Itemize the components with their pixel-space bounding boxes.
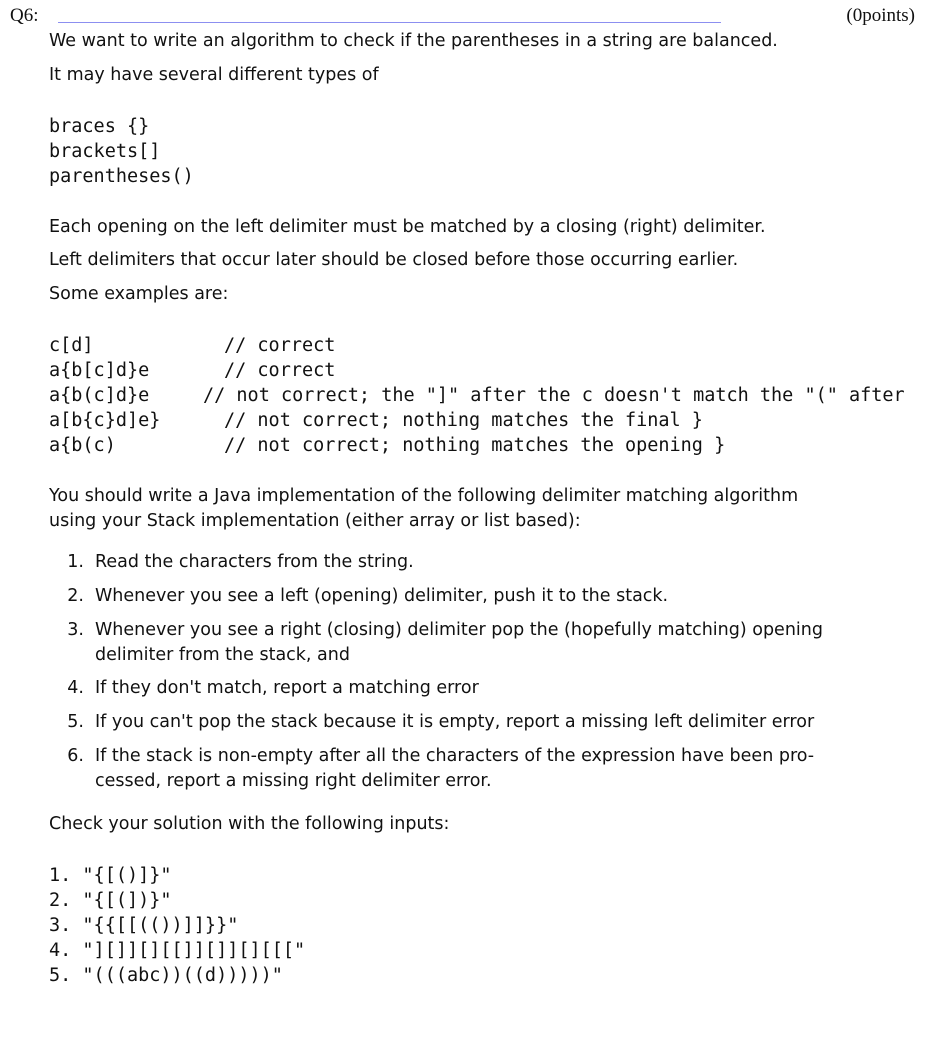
delimiter-type-braces: braces {} xyxy=(49,116,150,137)
test-input: 4. "][]][][[]][]][][[[" xyxy=(49,940,306,961)
example-comment: // not correct; nothing matches the final } xyxy=(224,410,703,431)
step-text: If you can't pop the stack because it is empty, report a missing left delimiter error xyxy=(95,712,815,732)
test-input: 5. "(((abc))((d)))))" xyxy=(49,965,283,986)
example-row xyxy=(49,408,703,433)
step-number: 3. xyxy=(67,620,84,640)
answer-line xyxy=(58,22,721,23)
rule-line-1: Each opening on the left delimiter must be matched by a closing (right) delimiter. xyxy=(49,217,766,237)
example-comment: // correct xyxy=(224,335,336,356)
example-code: a{b(c]d}e xyxy=(49,385,150,406)
step-number: 4. xyxy=(67,678,84,698)
question-header xyxy=(10,5,925,29)
step-number: 2. xyxy=(67,586,84,606)
intro-line-2: It may have several different types of xyxy=(49,65,379,85)
check-line: Check your solution with the following inputs: xyxy=(49,814,450,834)
example-code: a[b{c}d]e} xyxy=(49,410,161,431)
question-label: Q6: xyxy=(10,5,39,26)
example-code: a{b[c]d}e xyxy=(49,360,150,381)
example-row xyxy=(49,333,336,358)
step-number: 1. xyxy=(67,552,84,572)
step-text: Read the characters from the string. xyxy=(95,552,414,572)
step-text: If the stack is non-empty after all the characters of the expression have been pro-cessed, report a missing right delimiter error. xyxy=(95,746,815,791)
test-input: 3. "{{[[(())]]}}" xyxy=(49,915,239,936)
delimiter-type-brackets: brackets[] xyxy=(49,141,161,162)
step-text: Whenever you see a right (closing) delimiter pop the (hopefully matching) opening delimiter from the stack, and xyxy=(95,620,823,665)
step-number: 6. xyxy=(67,746,84,766)
intro-line-1: We want to write an algorithm to check if the parentheses in a string are balanced. xyxy=(49,31,778,51)
example-code: c[d] xyxy=(49,335,94,356)
task-line-1: You should write a Java implementation of the following delimiter matching algorithm xyxy=(49,486,799,506)
example-row xyxy=(49,383,905,408)
step-number: 5. xyxy=(67,712,84,732)
example-row xyxy=(49,433,726,458)
example-comment: // not correct; the "]" after the c doesn't match the "(" after xyxy=(203,385,905,406)
example-code: a{b(c) xyxy=(49,435,116,456)
test-input: 1. "{[()]}" xyxy=(49,865,172,886)
example-comment: // not correct; nothing matches the opening } xyxy=(224,435,726,456)
step-text: Whenever you see a left (opening) delimiter, push it to the stack. xyxy=(95,586,669,606)
rule-line-2: Left delimiters that occur later should be closed before those occurring earlier. xyxy=(49,250,739,270)
example-row xyxy=(49,358,336,383)
test-input: 2. "{[(])}" xyxy=(49,890,172,911)
task-line-2: using your Stack implementation (either array or list based): xyxy=(49,511,581,531)
example-comment: // correct xyxy=(224,360,336,381)
step-text: If they don't match, report a matching error xyxy=(95,678,479,698)
rule-line-3: Some examples are: xyxy=(49,284,229,304)
delimiter-type-parentheses: parentheses() xyxy=(49,166,194,187)
question-points: (0points) xyxy=(846,5,915,26)
